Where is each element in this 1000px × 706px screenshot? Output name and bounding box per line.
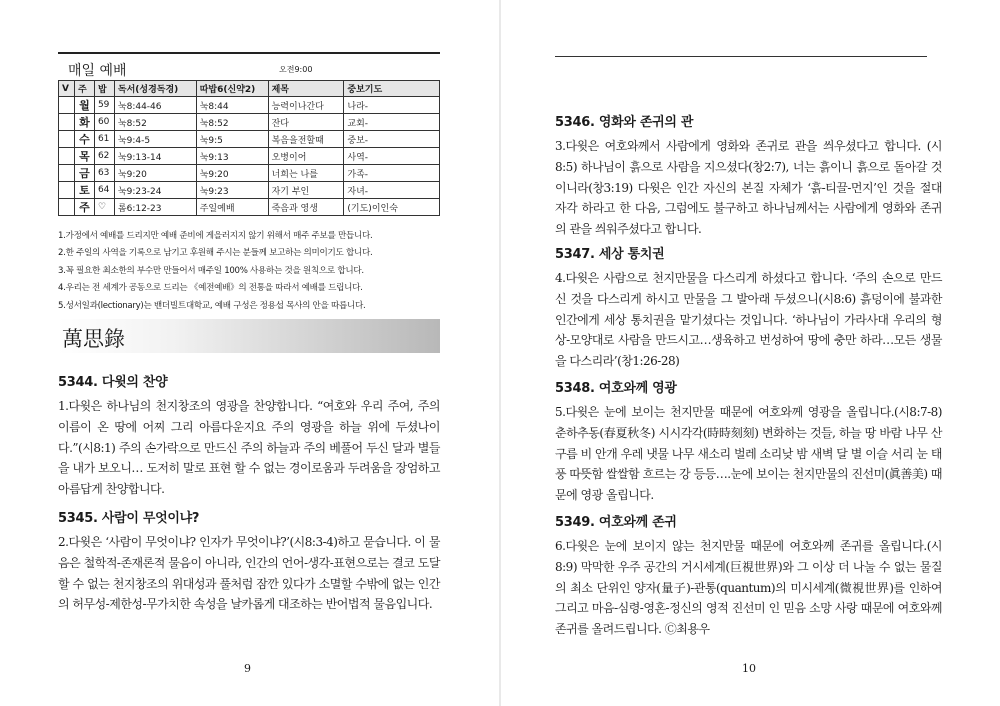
- section-5345: [58, 510, 440, 615]
- number-cell: 59: [94, 97, 114, 114]
- worship-title: 매일 예배: [68, 63, 127, 79]
- prayer-cell: (기도)이인숙: [344, 199, 440, 216]
- section-body: 6.다윗은 눈에 보이지 않는 천지만물 때문에 여호와께 존귀를 올립니다.(시8:9) 막막한 우주 공간의 거시세계(巨視世界)와 그 이상 더 나눌 수 없는 물질의 최소 단위인 양자(量子)-관통(quantum)의 미시세계(微視世界)를 인하여 그리고 마음-심령-영혼-정신의 영적 진선미 인 믿음 소망 사랑 때문에 여호와께 존귀를 올려드립니다. Ⓒ최용우: [555, 539, 942, 637]
- reading-cell: 눅9:23-24: [114, 182, 196, 199]
- col-header-check: V: [59, 81, 75, 97]
- number-cell: 63: [94, 165, 114, 182]
- subject-cell: 자기 부인: [268, 182, 344, 199]
- note-line: 5.성서일과(lectionary)는 밴더빌트대학교, 예배 구성은 정용섭 목사의 안을 따릅니다.: [58, 300, 366, 311]
- page-divider: [499, 0, 501, 706]
- day-cell: 수: [74, 131, 94, 148]
- number-cell: 62: [94, 148, 114, 165]
- top-rule: [555, 56, 927, 57]
- check-cell: [59, 97, 75, 114]
- number-cell: 64: [94, 182, 114, 199]
- prayer-cell: 자녀-: [344, 182, 440, 199]
- copying-cell: 눅8:44: [196, 97, 268, 114]
- section-body: 2.다윗은 ‘사람이 무엇이냐? 인자가 무엇이냐?’(시8:3-4)하고 묻습니다. 이 물음은 철학적-존재론적 물음이 아니라, 인간의 언어-생각-표현으로는 결코 도달할 수 없는 천지창조의 위대성과 풀처럼 잠깐 있다가 소멸할 수밖에 없는 인간의 허무성-제한성-무가치한 속성을 날카롭게 대조하는 반어법적 물음입니다.: [58, 535, 440, 612]
- reading-cell: 눅9:20: [114, 165, 196, 182]
- section-heading: 5347. 세상 통치권: [555, 247, 665, 262]
- check-cell: [59, 165, 75, 182]
- note-line: 4.우리는 전 세계가 공동으로 드리는 《예전예배》의 전통을 따라서 예배를 드립니다.: [58, 283, 363, 294]
- table-row: [59, 182, 440, 199]
- section-body: 4.다윗은 사람으로 천지만물을 다스리게 하셨다고 합니다. ‘주의 손으로 만드신 것을 다스리게 하시고 만물을 그 발아래 두셨으니(시8:6) 흙덩이에 불과한 인간에게 세상 통치권을 맡기셨다는 것입니다. ‘하나님이 가라사대 우리의 형상-모양대로 사람을 만드시고…생육하고 번성하여 땅에 충만 하라…모든 생물을 다스리라’(창1:26-28): [555, 271, 942, 369]
- table-row: [59, 148, 440, 165]
- right-page: [555, 0, 942, 706]
- worship-time: 오전9:00: [279, 65, 313, 74]
- check-cell: [59, 199, 75, 216]
- section-5349: [555, 514, 942, 640]
- prayer-cell: 가족-: [344, 165, 440, 182]
- section-body: 3.다윗은 여호와께서 사람에게 영화와 존귀로 관을 씌우셨다고 합니다. (시8:5) 하나님이 흙으로 사람을 지으셨다(창2:7), 너는 흙이니 흙으로 돌아갈 것이니라(창3:19) 다윗은 인간 자신의 본질 자체가 ‘흙-티끌-먼지’인 것을 절대 자각 하라고 한 다음, 그럼에도 불구하고 하나님께서는 사람에게 영화와 존귀의 관을 씌워주셨다고 합니다.: [555, 139, 942, 237]
- reading-cell: 눅8:44-46: [114, 97, 196, 114]
- note-line: 1.가정에서 예배를 드리지만 예배 준비에 게을러지지 않기 위해서 매주 주보를 만듭니다.: [58, 231, 373, 241]
- col-header-subject: 제목: [268, 81, 344, 97]
- prayer-cell: 교회-: [344, 114, 440, 131]
- section-heading: 5344. 다윗의 찬양: [58, 375, 168, 390]
- number-cell: 60: [94, 114, 114, 131]
- day-cell: 금: [74, 165, 94, 182]
- day-cell: 목: [74, 148, 94, 165]
- copying-cell: 눅9:23: [196, 182, 268, 199]
- col-header-prayer: 중보기도: [344, 81, 440, 97]
- check-cell: [59, 131, 75, 148]
- subject-cell: 복음을전할때: [268, 131, 344, 148]
- col-header-reading: 독서(성경독경): [114, 81, 196, 97]
- check-cell: [59, 148, 75, 165]
- subject-cell: 너희는 나를: [268, 165, 344, 182]
- section-5347: [555, 246, 942, 372]
- prayer-cell: 사역-: [344, 148, 440, 165]
- section-banner-title: 萬思錄: [62, 327, 125, 351]
- table-row: [59, 199, 440, 216]
- section-heading: 5345. 사람이 무엇이냐?: [58, 511, 200, 526]
- page-number: 10: [742, 662, 756, 675]
- note-line: 3.꼭 필요한 최소한의 부수만 만들어서 매주일 100% 사용하는 것을 원칙으로 합니다.: [58, 265, 364, 276]
- left-page: [58, 0, 440, 706]
- number-cell: 61: [94, 131, 114, 148]
- copying-cell: 눅8:52: [196, 114, 268, 131]
- section-5344: [58, 374, 440, 500]
- table-header-row: [59, 81, 440, 97]
- col-header-day: 주: [74, 81, 94, 97]
- prayer-cell: 중보-: [344, 131, 440, 148]
- worship-notes: [58, 228, 440, 315]
- section-5346: [555, 114, 942, 240]
- col-header-copying: 따밥6(신약2): [196, 81, 268, 97]
- worship-header: [58, 52, 440, 80]
- check-cell: [59, 182, 75, 199]
- copying-cell: 눅9:20: [196, 165, 268, 182]
- subject-cell: 능력이나간다: [268, 97, 344, 114]
- heart-cell: ♡: [94, 199, 114, 216]
- section-banner: [58, 319, 440, 353]
- reading-cell: 눅9:13-14: [114, 148, 196, 165]
- day-cell: 주: [74, 199, 94, 216]
- section-heading: 5346. 영화와 존귀의 관: [555, 115, 694, 130]
- reading-cell: 눅9:4-5: [114, 131, 196, 148]
- subject-cell: 오병이어: [268, 148, 344, 165]
- subject-cell: 잔다: [268, 114, 344, 131]
- section-5348: [555, 380, 942, 506]
- table-row: [59, 131, 440, 148]
- table-row: [59, 97, 440, 114]
- subject-cell: 죽음과 영생: [268, 199, 344, 216]
- copying-cell: 눅9:13: [196, 148, 268, 165]
- col-header-number: 밥: [94, 81, 114, 97]
- day-cell: 토: [74, 182, 94, 199]
- note-line: 2.한 주일의 사역을 기록으로 남기고 후원해 주시는 분들께 보고하는 의미이기도 합니다.: [58, 248, 373, 259]
- table-row: [59, 165, 440, 182]
- worship-schedule-table: [58, 80, 440, 216]
- page-number: 9: [244, 662, 251, 675]
- day-cell: 월: [74, 97, 94, 114]
- day-cell: 화: [74, 114, 94, 131]
- copying-cell: 주일예배: [196, 199, 268, 216]
- section-body: 1.다윗은 하나님의 천지창조의 영광을 찬양합니다. “여호와 우리 주여, 주의 이름이 온 땅에 어찌 그리 아름다운지요 주의 영광을 하늘 위에 두셨나이다.”(시8:1) 주의 손가락으로 만드신 주의 하늘과 주의 베풀어 두신 달과 별들을 내가 보오니… 도저히 말로 표현 할 수 없는 경이로움과 두려움을 장엄하고 아름답게 찬양합니다.: [58, 399, 440, 497]
- reading-cell: 눅8:52: [114, 114, 196, 131]
- section-heading: 5348. 여호와께 영광: [555, 381, 677, 396]
- prayer-cell: 나라-: [344, 97, 440, 114]
- reading-cell: 롬6:12-23: [114, 199, 196, 216]
- section-body: 5.다윗은 눈에 보이는 천지만물 때문에 여호와께 영광을 올립니다.(시8:7-8) 춘하추동(春夏秋冬) 시시각각(時時刻刻) 변화하는 것들, 하늘 땅 바람 나무 산 구름 비 안개 우레 냇물 나무 새소리 벌레 소리낮 밤 새벽 달 별 이슬 서리 눈 태풍 따뜻함 쌀쌀함 흐르는 강 등등….눈에 보이는 천지만물의 진선미(眞善美) 때문에 영광 올립니다.: [555, 405, 942, 503]
- section-heading: 5349. 여호와께 존귀: [555, 515, 677, 530]
- check-cell: [59, 114, 75, 131]
- table-row: [59, 114, 440, 131]
- copying-cell: 눅9:5: [196, 131, 268, 148]
